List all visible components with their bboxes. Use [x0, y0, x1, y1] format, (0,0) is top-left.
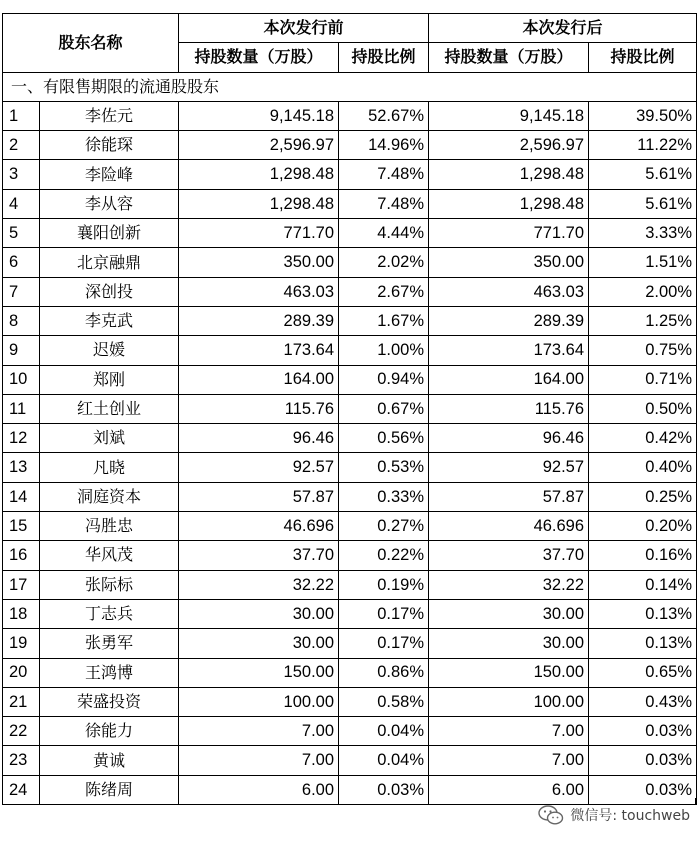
table-row	[3, 424, 697, 453]
shareholder-name: 徐能力	[40, 717, 179, 746]
shareholder-name: 郑刚	[40, 365, 179, 394]
section-row	[3, 72, 697, 101]
after-shares: 7.00	[429, 717, 589, 746]
table-row	[3, 219, 697, 248]
before-ratio: 0.86%	[339, 658, 429, 687]
after-shares: 771.70	[429, 219, 589, 248]
before-ratio: 0.22%	[339, 541, 429, 570]
before-ratio: 0.04%	[339, 746, 429, 775]
shareholder-name: 冯胜忠	[40, 512, 179, 541]
table-row	[3, 101, 697, 130]
after-shares: 289.39	[429, 306, 589, 335]
before-ratio: 0.53%	[339, 453, 429, 482]
after-shares: 2,596.97	[429, 131, 589, 160]
shareholder-name: 红土创业	[40, 394, 179, 423]
before-ratio: 0.17%	[339, 599, 429, 628]
shareholder-name: 徐能琛	[40, 131, 179, 160]
before-ratio: 0.94%	[339, 365, 429, 394]
table-row	[3, 189, 697, 218]
after-shares: 96.46	[429, 424, 589, 453]
shareholder-table	[2, 13, 697, 805]
after-ratio: 5.61%	[589, 160, 697, 189]
row-number: 8	[3, 306, 40, 335]
row-number: 22	[3, 717, 40, 746]
header-after-ratio: 持股比例	[589, 43, 697, 72]
shareholder-name: 张际标	[40, 570, 179, 599]
before-shares: 32.22	[179, 570, 339, 599]
before-shares: 30.00	[179, 629, 339, 658]
shareholder-name: 荣盛投资	[40, 687, 179, 716]
row-number: 16	[3, 541, 40, 570]
after-ratio: 0.03%	[589, 746, 697, 775]
wechat-watermark	[538, 805, 690, 825]
before-shares: 150.00	[179, 658, 339, 687]
before-shares: 6.00	[179, 775, 339, 804]
before-shares: 57.87	[179, 482, 339, 511]
before-ratio: 0.03%	[339, 775, 429, 804]
shareholder-name: 李险峰	[40, 160, 179, 189]
table-row	[3, 512, 697, 541]
shareholder-name: 李克武	[40, 306, 179, 335]
row-number: 4	[3, 189, 40, 218]
table-row	[3, 775, 697, 804]
after-shares: 150.00	[429, 658, 589, 687]
row-number: 12	[3, 424, 40, 453]
before-shares: 7.00	[179, 746, 339, 775]
row-number: 14	[3, 482, 40, 511]
before-ratio: 0.19%	[339, 570, 429, 599]
after-shares: 37.70	[429, 541, 589, 570]
after-shares: 7.00	[429, 746, 589, 775]
after-shares: 463.03	[429, 277, 589, 306]
row-number: 6	[3, 248, 40, 277]
row-number: 24	[3, 775, 40, 804]
before-shares: 463.03	[179, 277, 339, 306]
table-row	[3, 365, 697, 394]
table-row	[3, 248, 697, 277]
before-shares: 173.64	[179, 336, 339, 365]
after-shares: 32.22	[429, 570, 589, 599]
after-ratio: 0.20%	[589, 512, 697, 541]
before-ratio: 2.67%	[339, 277, 429, 306]
before-shares: 9,145.18	[179, 101, 339, 130]
table-row	[3, 482, 697, 511]
shareholder-name: 王鸿博	[40, 658, 179, 687]
row-number: 15	[3, 512, 40, 541]
after-shares: 115.76	[429, 394, 589, 423]
table-row	[3, 394, 697, 423]
after-shares: 350.00	[429, 248, 589, 277]
table-row	[3, 277, 697, 306]
shareholder-name: 襄阳创新	[40, 219, 179, 248]
before-shares: 96.46	[179, 424, 339, 453]
shareholder-name: 迟媛	[40, 336, 179, 365]
after-ratio: 0.75%	[589, 336, 697, 365]
shareholder-name: 深创投	[40, 277, 179, 306]
after-shares: 6.00	[429, 775, 589, 804]
before-ratio: 7.48%	[339, 160, 429, 189]
row-number: 5	[3, 219, 40, 248]
after-shares: 92.57	[429, 453, 589, 482]
shareholder-name: 凡晓	[40, 453, 179, 482]
table-row	[3, 629, 697, 658]
table-row	[3, 658, 697, 687]
before-ratio: 1.67%	[339, 306, 429, 335]
after-ratio: 0.14%	[589, 570, 697, 599]
row-number: 21	[3, 687, 40, 716]
row-number: 11	[3, 394, 40, 423]
before-ratio: 0.58%	[339, 687, 429, 716]
section-title: 一、有限售期限的流通股股东	[3, 72, 697, 101]
after-ratio: 2.00%	[589, 277, 697, 306]
after-shares: 1,298.48	[429, 189, 589, 218]
watermark-text: 微信号: touchweb	[570, 808, 690, 824]
after-ratio: 0.71%	[589, 365, 697, 394]
header-after-issue: 本次发行后	[429, 14, 697, 43]
before-shares: 7.00	[179, 717, 339, 746]
after-ratio: 0.16%	[589, 541, 697, 570]
after-shares: 57.87	[429, 482, 589, 511]
after-shares: 9,145.18	[429, 101, 589, 130]
row-number: 23	[3, 746, 40, 775]
header-shareholder-name: 股东名称	[3, 14, 179, 73]
after-shares: 30.00	[429, 599, 589, 628]
after-ratio: 0.03%	[589, 717, 697, 746]
after-ratio: 5.61%	[589, 189, 697, 218]
row-number: 10	[3, 365, 40, 394]
after-shares: 46.696	[429, 512, 589, 541]
header-before-shares: 持股数量（万股）	[179, 43, 339, 72]
shareholder-name: 华风茂	[40, 541, 179, 570]
before-shares: 92.57	[179, 453, 339, 482]
before-shares: 289.39	[179, 306, 339, 335]
after-shares: 173.64	[429, 336, 589, 365]
after-shares: 164.00	[429, 365, 589, 394]
after-ratio: 0.13%	[589, 629, 697, 658]
header-before-issue: 本次发行前	[179, 14, 429, 43]
after-shares: 1,298.48	[429, 160, 589, 189]
before-shares: 100.00	[179, 687, 339, 716]
before-ratio: 52.67%	[339, 101, 429, 130]
row-number: 1	[3, 101, 40, 130]
before-shares: 1,298.48	[179, 160, 339, 189]
row-number: 7	[3, 277, 40, 306]
header-before-ratio: 持股比例	[339, 43, 429, 72]
row-number: 13	[3, 453, 40, 482]
before-ratio: 0.17%	[339, 629, 429, 658]
table-row	[3, 453, 697, 482]
after-ratio: 39.50%	[589, 101, 697, 130]
shareholder-name: 陈绪周	[40, 775, 179, 804]
before-ratio: 1.00%	[339, 336, 429, 365]
row-number: 20	[3, 658, 40, 687]
after-ratio: 0.40%	[589, 453, 697, 482]
before-ratio: 7.48%	[339, 189, 429, 218]
after-ratio: 0.43%	[589, 687, 697, 716]
after-shares: 30.00	[429, 629, 589, 658]
wechat-icon	[538, 805, 564, 825]
row-number: 17	[3, 570, 40, 599]
before-shares: 37.70	[179, 541, 339, 570]
after-ratio: 1.25%	[589, 306, 697, 335]
table-row	[3, 746, 697, 775]
before-shares: 350.00	[179, 248, 339, 277]
before-ratio: 2.02%	[339, 248, 429, 277]
after-ratio: 0.13%	[589, 599, 697, 628]
after-shares: 100.00	[429, 687, 589, 716]
row-number: 2	[3, 131, 40, 160]
before-shares: 115.76	[179, 394, 339, 423]
shareholder-name: 洞庭资本	[40, 482, 179, 511]
table-row	[3, 160, 697, 189]
after-ratio: 3.33%	[589, 219, 697, 248]
before-shares: 46.696	[179, 512, 339, 541]
shareholder-name: 北京融鼎	[40, 248, 179, 277]
after-ratio: 1.51%	[589, 248, 697, 277]
shareholder-name: 张勇军	[40, 629, 179, 658]
before-shares: 1,298.48	[179, 189, 339, 218]
before-ratio: 0.04%	[339, 717, 429, 746]
before-shares: 2,596.97	[179, 131, 339, 160]
row-number: 19	[3, 629, 40, 658]
after-ratio: 0.42%	[589, 424, 697, 453]
shareholder-name: 李佐元	[40, 101, 179, 130]
header-after-shares: 持股数量（万股）	[429, 43, 589, 72]
row-number: 3	[3, 160, 40, 189]
after-ratio: 0.03%	[589, 775, 697, 804]
after-ratio: 0.65%	[589, 658, 697, 687]
table-row	[3, 131, 697, 160]
table-row	[3, 541, 697, 570]
before-shares: 771.70	[179, 219, 339, 248]
before-ratio: 4.44%	[339, 219, 429, 248]
table-row	[3, 336, 697, 365]
table-row	[3, 599, 697, 628]
shareholder-name: 李从容	[40, 189, 179, 218]
before-ratio: 14.96%	[339, 131, 429, 160]
after-ratio: 11.22%	[589, 131, 697, 160]
shareholder-name: 黄诚	[40, 746, 179, 775]
before-shares: 30.00	[179, 599, 339, 628]
before-ratio: 0.27%	[339, 512, 429, 541]
shareholder-name: 刘斌	[40, 424, 179, 453]
table-row	[3, 687, 697, 716]
row-number: 9	[3, 336, 40, 365]
table-row	[3, 306, 697, 335]
before-ratio: 0.33%	[339, 482, 429, 511]
before-ratio: 0.56%	[339, 424, 429, 453]
after-ratio: 0.25%	[589, 482, 697, 511]
before-shares: 164.00	[179, 365, 339, 394]
shareholder-name: 丁志兵	[40, 599, 179, 628]
table-row	[3, 570, 697, 599]
after-ratio: 0.50%	[589, 394, 697, 423]
before-ratio: 0.67%	[339, 394, 429, 423]
table-continuation-marks	[2, 798, 696, 799]
table-row	[3, 717, 697, 746]
header-row-1	[3, 14, 697, 43]
row-number: 18	[3, 599, 40, 628]
